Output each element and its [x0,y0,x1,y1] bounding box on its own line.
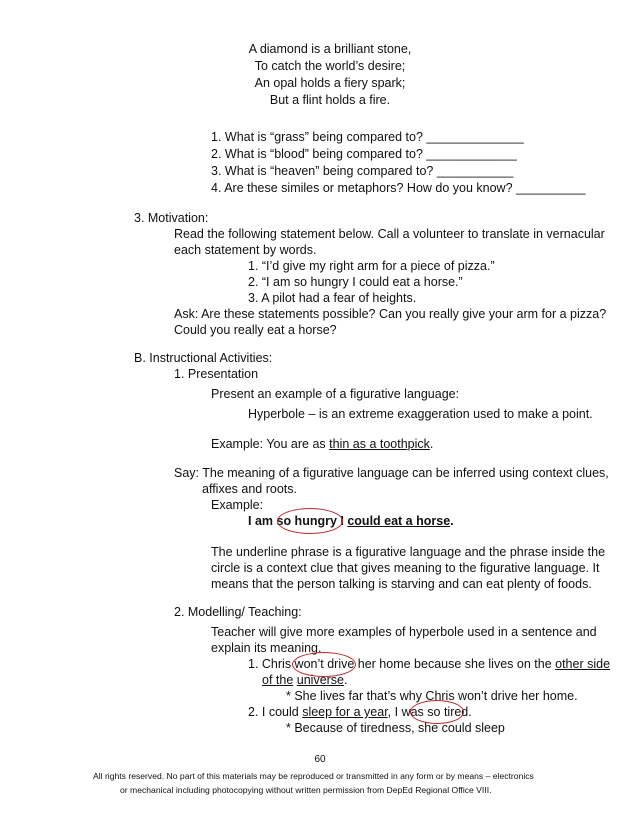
page-number: 60 [314,754,326,765]
bold-example: I am so hungry I could eat a horse. [248,514,454,528]
say-line: affixes and roots. [202,482,297,496]
statement: 1. “I’d give my right arm for a piece of pizza.” [248,259,495,273]
poem-line: An opal holds a fiery spark; [254,76,406,90]
meaning-note: * Because of tiredness, she could sleep [286,721,505,735]
instruction-line: each statement by words. [174,243,317,257]
sub-heading: 1. Presentation [174,367,259,381]
section-heading: B. Instructional Activities: [134,351,273,365]
sub-heading: 2. Modelling/ Teaching: [174,605,302,619]
intro-line: explain its meaning. [211,641,322,655]
ask-line: Ask: Are these statements possible? Can you really give your arm for a pizza? [174,307,607,321]
hyperbole-definition: Hyperbole – is an extreme exaggeration used to make a point. [248,407,593,421]
explain-line: circle is a context clue that gives meaning to the figurative language. It [211,561,600,575]
example-sentence: 1. Chris won’t drive her home because she lives on the other side [248,657,611,671]
section-heading: 3. Motivation: [134,211,209,225]
question: 4. Are these similes or metaphors? How do you know? __________ [211,181,586,195]
statement: 3. A pilot had a fear of heights. [248,291,417,305]
example-sentence: 2. I could sleep for a year, I was so tired. [248,705,472,719]
explain-line: The underline phrase is a figurative language and the phrase inside the [211,545,606,559]
instruction-line: Read the following statement below. Call a volunteer to translate in vernacular [174,227,605,241]
context-clue-circle [277,508,343,534]
say-line: Say: The meaning of a figurative language can be inferred using context clues, [174,466,609,480]
meaning-note: * She lives far that’s why Chris won’t drive her home. [286,689,578,703]
question: 1. What is “grass” being compared to? ______________ [211,130,524,144]
explain-line: means that the person talking is starving and can eat plenty of foods. [211,577,592,591]
ask-line: Could you really eat a horse? [174,323,337,337]
poem-line: But a flint holds a fire. [269,93,391,107]
copyright-line: or mechanical including photocopying without written permission from DepEd Regional Office VIII. [120,785,492,795]
poem-line: A diamond is a brilliant stone, [248,42,412,56]
question: 2. What is “blood” being compared to? _____________ [211,147,517,161]
poem-line: To catch the world’s desire; [254,59,406,73]
present-line: Present an example of a figurative language: [211,387,460,401]
copyright-line: All rights reserved. No part of this materials may be reproduced or transmitted in any form or by means – electronics [93,771,534,781]
example-sentence: of the universe. [262,673,348,687]
example-line: Example: You are as thin as a toothpick. [211,437,434,451]
example-label: Example: [211,498,264,512]
question: 3. What is “heaven” being compared to? ___________ [211,164,514,178]
intro-line: Teacher will give more examples of hyperbole used in a sentence and [211,625,597,639]
statement: 2. “I am so hungry I could eat a horse.” [248,275,463,289]
